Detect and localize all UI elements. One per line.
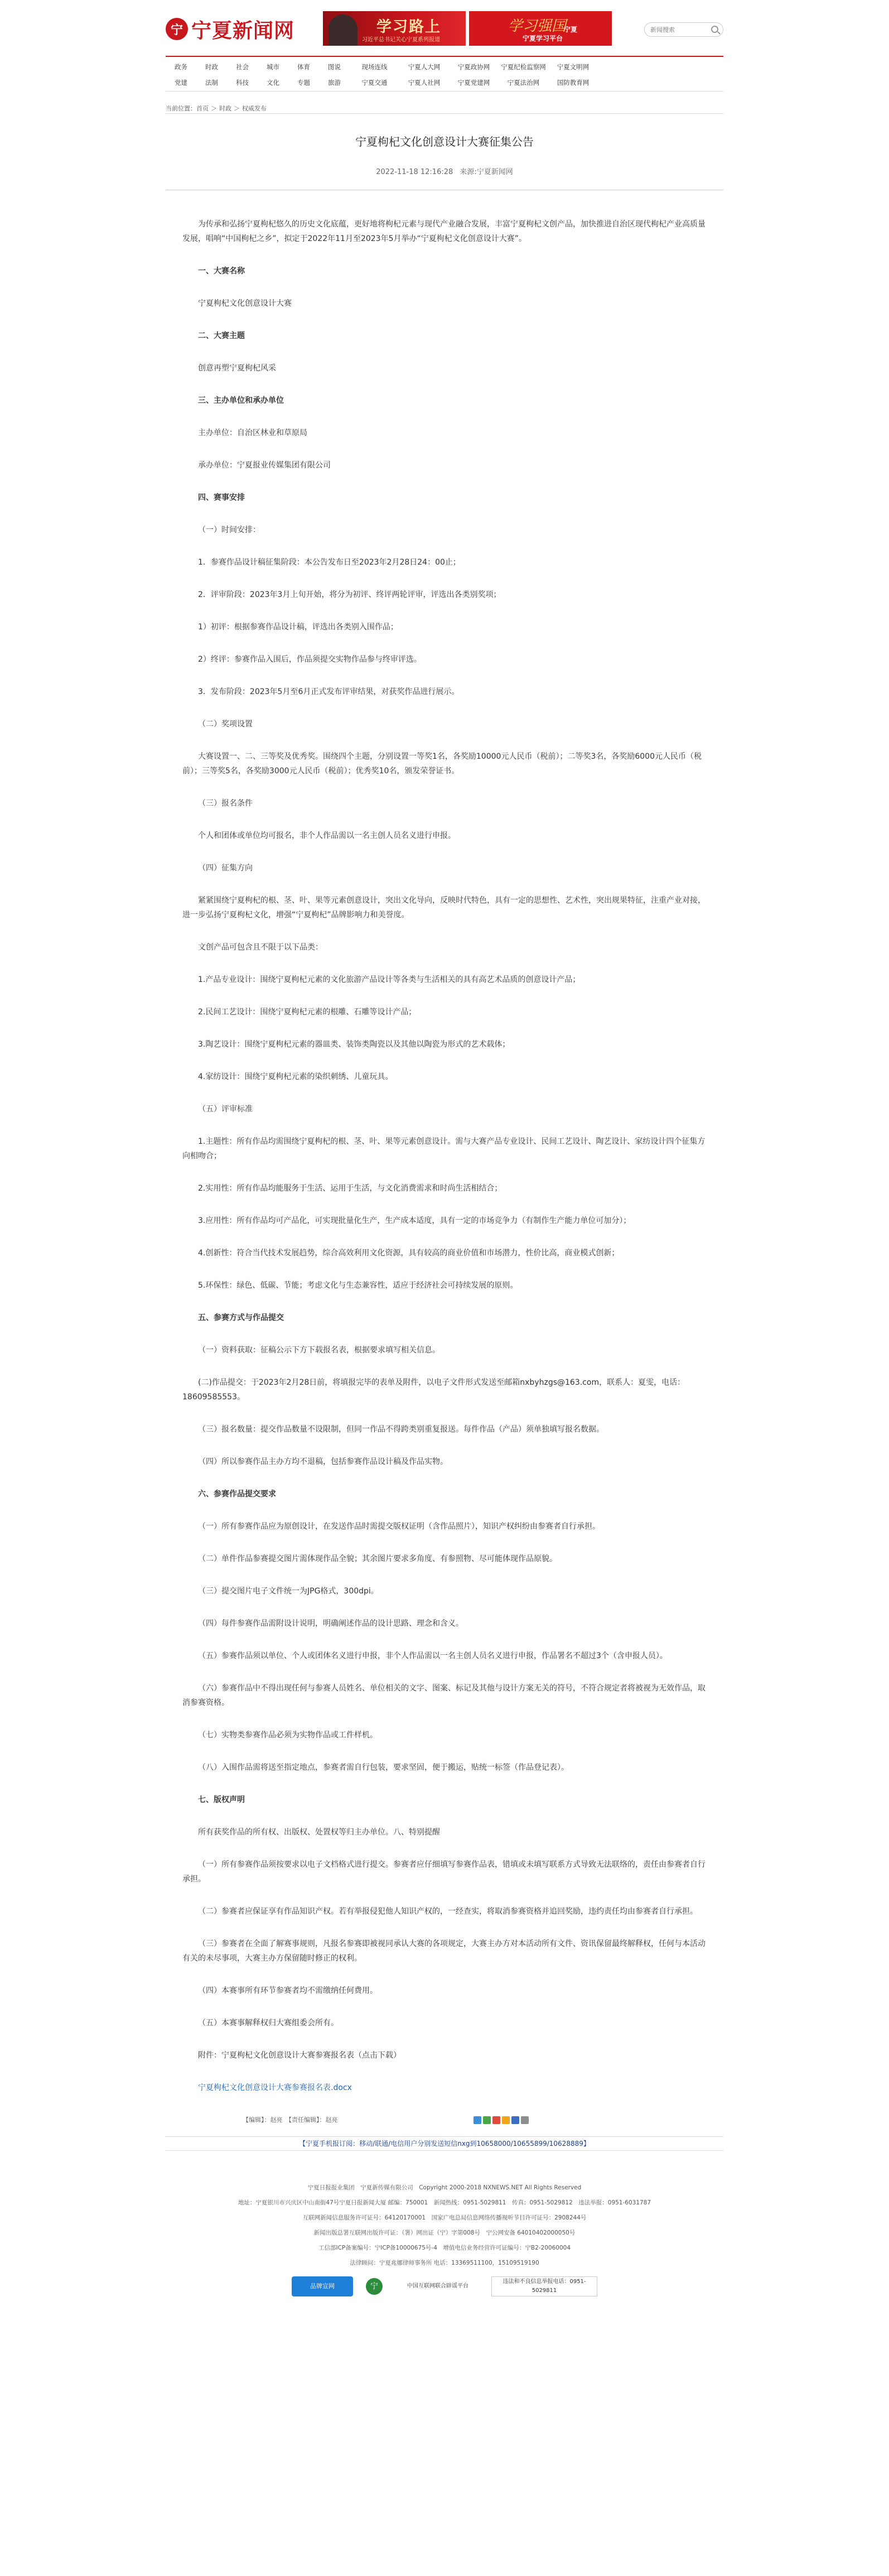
paragraph: （一）时间安排： <box>198 526 260 535</box>
paragraph: 3．发布阶段：2023年5月至6月正式发布评审结果，对获奖作品进行展示。 <box>198 687 460 696</box>
paragraph: 2.实用性：所有作品均能服务于生活、运用于生活，与文化消费需求和时尚生活相结合； <box>198 1184 503 1193</box>
section-heading: 五、参赛方式与作品提交 <box>198 1313 284 1322</box>
paragraph: 承办单位：宁夏报业传媒集团有限公司 <box>198 461 331 470</box>
nav-item[interactable]: 体育 <box>297 63 310 71</box>
nav-item[interactable]: 党建 <box>175 79 187 86</box>
nav-item[interactable]: 国防教育网 <box>557 79 590 86</box>
banner2-subtitle: 宁夏学习平台 <box>523 35 563 42</box>
paragraph: （二）参赛者应保证享有作品知识产权。若有举报侵犯他人知识产权的，一经查实，将取消参赛资格并追回奖励，违约责任均由参赛者自行承担。 <box>198 1907 698 1916</box>
breadcrumb-home[interactable]: 当前位置：首页 <box>166 104 209 112</box>
share-icon[interactable] <box>483 2116 491 2124</box>
paragraph: （二）奖项设置 <box>198 720 253 729</box>
share-icon[interactable] <box>474 2116 481 2124</box>
breadcrumb-separator: ＞ <box>234 104 240 112</box>
share-icon[interactable] <box>492 2116 500 2124</box>
nav-item[interactable]: 宁夏交通 <box>361 79 388 86</box>
share-icons <box>474 2116 530 2124</box>
paragraph: 1）初评：根据参赛作品设计稿，评选出各类别入围作品； <box>198 623 398 632</box>
breadcrumb-separator: ＞ <box>211 104 217 112</box>
nav-item[interactable]: 社会 <box>236 63 249 71</box>
site-logo[interactable] <box>166 13 294 45</box>
article-title: 宁夏枸杞文化创意设计大赛征集公告 <box>355 135 534 148</box>
breadcrumb-current[interactable]: 权威发布 <box>242 104 267 112</box>
nav-item[interactable]: 宁夏党建网 <box>457 79 490 86</box>
paragraph: 1.产品专业设计：围绕宁夏枸杞元素的文化旅游产品设计等各类与生活相关的具有高艺术品质的创意设计产品； <box>198 975 581 984</box>
section-heading: 四、赛事安排 <box>198 493 245 502</box>
paragraph: （六）参赛作品中不得出现任何与参赛人员姓名、单位相关的文字、图案、标记及其他与设计方案无关的符号，不符合规定者将被视为无效作品，取消参赛资格。 <box>182 1684 706 1707</box>
site-header <box>166 0 723 56</box>
banner1-subtitle: 习近平总书记关心宁夏系列报道 <box>362 37 440 43</box>
paragraph: 2.民间工艺设计：围绕宁夏枸杞元素的根雕、石雕等设计产品； <box>198 1008 417 1017</box>
breadcrumb <box>166 103 723 114</box>
paragraph: （三）报名条件 <box>198 799 253 808</box>
paragraph: 4.创新性：符合当代技术发展趋势，综合高效利用文化资源，具有较高的商业价值和市场潜力，性价比高，商业模式创新； <box>198 1249 620 1258</box>
footer-badges <box>166 2276 723 2296</box>
nav-item[interactable]: 现场连线 <box>361 63 388 71</box>
paragraph: （三）参赛者在全面了解赛事规则，凡报名参赛即被视同承认大赛的各项规定，大赛主办方对本活动所有文件、资讯保留最终解释权，任何与本活动有关的未尽事项，大赛主办方保留随时修正的权利。 <box>182 1939 706 1963</box>
badge-ning[interactable] <box>364 2276 384 2296</box>
nav-item[interactable]: 时政 <box>205 63 218 71</box>
nav-item[interactable]: 宁夏纪检监察网 <box>501 63 546 71</box>
paragraph: （八）入围作品需将送至指定地点，参赛者需自行包装，要求坚固，便于搬运，贴统一标签（作品登记表）。 <box>198 1763 569 1772</box>
paragraph: 紧紧围绕宁夏枸杞的根、茎、叶、果等元素创意设计，突出文化导向，反映时代特色，具有一定的思想性、艺术性，突出规果特征，注重产业对接，进一步弘扬宁夏枸杞文化，增强“宁夏枸杞”品牌影响力和美誉度。 <box>182 896 706 919</box>
nav-item[interactable]: 宁夏法治网 <box>507 79 540 86</box>
paragraph: （四）征集方向 <box>198 864 253 873</box>
nav-item[interactable]: 宁夏政协网 <box>457 63 490 71</box>
section-heading: 七、版权声明 <box>198 1795 245 1804</box>
nav-item[interactable]: 城市 <box>267 63 279 71</box>
main-nav <box>166 56 723 92</box>
paragraph: 创意再塑宁夏枸杞风采 <box>198 364 276 373</box>
nav-item[interactable]: 法制 <box>205 79 218 86</box>
paragraph: （五）本赛事解释权归大赛组委会所有。 <box>198 2019 339 2028</box>
section-heading: 二、大赛主题 <box>198 331 245 340</box>
article-meta <box>166 166 723 176</box>
paragraph: （四）每件参赛作品需附设计说明，明确阐述作品的设计思路、理念和含义。 <box>198 1619 463 1628</box>
paragraph: 文创产品可包含且不限于以下品类： <box>198 943 323 952</box>
paragraph: （一）资料获取：征稿公示下方下载报名表，根据要求填写相关信息。 <box>198 1346 440 1355</box>
paragraph: 3.应用性：所有作品均可产品化，可实现批量化生产，生产成本适度，具有一定的市场竞争力（有制作生产能力单位可加分）； <box>198 1216 631 1225</box>
banner2-title: 学习强国 <box>508 18 567 35</box>
badge-rumor-platform[interactable]: 中国互联网联合辟谣平台 <box>407 2283 468 2289</box>
paragraph: （一）所有参赛作品须按要求以电子文档格式进行提交。参赛者应仔细填写参赛作品表，错填或未填写联系方式导致无法联络的，责任由参赛者自行承担。 <box>182 1860 706 1884</box>
nav-row-2 <box>166 75 723 90</box>
paragraph: （三）报名数量：提交作品数量不设限制，但同一作品不得跨类别重复报送。每件作品（产品）须单独填写报名数据。 <box>198 1425 604 1434</box>
paragraph: 宁夏枸杞文化创意设计大赛 <box>198 299 292 308</box>
section-heading: 三、主办单位和承办单位 <box>198 396 284 405</box>
paragraph: （三）提交图片电子文件统一为JPG格式，300dpi。 <box>198 1587 379 1596</box>
nav-item[interactable]: 政务 <box>175 63 187 71</box>
paragraph: 附件：宁夏枸杞文化创意设计大赛参赛报名表（点击下载） <box>198 2051 401 2060</box>
nav-item[interactable]: 宁夏文明网 <box>557 63 590 71</box>
share-icon[interactable] <box>511 2116 519 2124</box>
nav-item[interactable]: 图说 <box>328 63 341 71</box>
banner1-title: 学习路上 <box>376 18 441 36</box>
paragraph: （二）单件作品参赛提交图片需体现作品全貌；其余图片要求多角度、有参照物、尽可能体现作品原貌。 <box>198 1554 557 1563</box>
paragraph: 4.家纺设计：围绕宁夏枸杞元素的染织刺绣、儿童玩具。 <box>198 1072 393 1081</box>
search-icon[interactable] <box>711 26 718 33</box>
logo-mark-icon: 宁 <box>166 18 188 40</box>
banner-xuexilushang[interactable] <box>323 11 466 46</box>
footer-legal: 法律顾问：宁夏兆娜律师事务所 电话：13369511100，15109519190 <box>350 2260 539 2266</box>
nav-item[interactable]: 科技 <box>236 79 249 86</box>
editor-text: 【编辑】：赵亮 【责任编辑】：赵亮 <box>243 2116 338 2124</box>
paragraph: 1．参赛作品设计稿征集阶段：本公告发布日至2023年2月28日24：00止； <box>198 558 461 567</box>
article-date: 2022-11-18 12:16:28 <box>376 168 453 176</box>
paragraph: （七）实物类参赛作品必须为实物作品或工件样机。 <box>198 1731 378 1740</box>
ning-badge-icon: 宁 <box>366 2278 383 2295</box>
paragraph: 1.主题性：所有作品均需围绕宁夏枸杞的根、茎、叶、果等元素创意设计。需与大赛产品专业设计、民间工艺设计、陶艺设计、家纺设计四个征集方向相吻合； <box>182 1137 706 1161</box>
badge-brand[interactable]: 品牌宣网 <box>292 2276 353 2296</box>
footer-license[interactable]: 互联网新闻信息服务许可证号：64120170001 国家广电总局信息网络传播视听节目许可证号：2908244号 <box>302 2214 587 2221</box>
paragraph: 主办单位：自治区林业和草原局 <box>198 428 307 437</box>
portrait-image <box>328 15 357 46</box>
article-source: 来源:宁夏新闻网 <box>460 168 513 176</box>
editor-info <box>166 2113 723 2126</box>
page <box>166 0 723 2296</box>
paragraph: 3.陶艺设计：围绕宁夏枸杞元素的器皿类、装饰类陶瓷以及其他以陶瓷为形式的艺术载体； <box>198 1040 510 1049</box>
paragraph: 大赛设置一、二、三等奖及优秀奖。围绕四个主题，分别设置一等奖1名，各奖励10000元人民币（税前）；二等奖3名，各奖励6000元人民币（税前）；三等奖5名，各奖励3000元人民币（税前）；优秀奖10名，颁发荣誉证书。 <box>182 752 702 776</box>
nav-item[interactable]: 文化 <box>267 79 279 86</box>
nav-item[interactable]: 旅游 <box>328 79 341 86</box>
paragraph: 2．评审阶段：2023年3月上旬开始，将分为初评、终评两轮评审，评选出各类别奖项； <box>198 590 501 599</box>
banner-xuexiqiangguo[interactable] <box>469 11 612 46</box>
paragraph: （五）评审标准 <box>198 1105 253 1114</box>
paragraph: （一）所有参赛作品应为原创设计，在发送作品时需提交版权证明（含作品照片），知识产权纠纷由参赛者自行承担。 <box>198 1522 600 1531</box>
paragraph: 所有获奖作品的所有权、出版权、处置权等归主办单位。八、特别提醒 <box>198 1828 440 1837</box>
section-heading: 六、参赛作品提交要求 <box>198 1490 276 1499</box>
footer-publish-license[interactable]: 新闻出版总署互联网出版许可证：（署）网出证（宁）字第008号 宁公网安备 64010402000050号 <box>313 2230 576 2236</box>
logo-text: 宁夏新闻网 <box>191 18 295 42</box>
paragraph: (二)作品提交：于2023年2月28日前，将填报完毕的表单及附件，以电子文件形式发送至邮箱nxbyhzgs@163.com，联系人：夏雯，电话：18609585553。 <box>182 1378 685 1402</box>
paragraph: 2）终评：参赛作品入围后，作品须提交实物作品参与终审评选。 <box>198 655 422 664</box>
footer-address: 地址：宁夏银川市兴庆区中山南街47号宁夏日报新闻大厦 邮编：750001 新闻热线：0951-5029811 传真：0951-5029812 违法举报：0951-6031787 <box>238 2199 651 2206</box>
paragraph: 为传承和弘扬宁夏枸杞悠久的历史文化底蕴，更好地将枸杞元素与现代产业融合发展，丰富宁夏枸杞文创产品，加快推进自治区现代枸杞产业高质量发展，唱响“中国枸杞之乡”，拟定于2022年11月至2023年5月举办“宁夏枸杞文化创意设计大赛”。 <box>182 220 706 243</box>
paragraph: 个人和团体或单位均可报名，非个人作品需以一名主创人员名义进行申报。 <box>198 831 456 840</box>
attachment-download-link[interactable]: 宁夏枸杞文化创意设计大赛参赛报名表.docx <box>198 2083 352 2092</box>
search-input[interactable] <box>645 23 706 36</box>
share-icon[interactable] <box>502 2116 510 2124</box>
footer-icp[interactable]: 工信部ICP备案编号：宁ICP备10000675号-4 增值电信业务经营许可证编号：宁B2-20060004 <box>318 2245 571 2251</box>
sms-subscribe-bar[interactable]: 【宁夏手机报订阅：移动/联通/电信用户分别发送短信nxg到10658000/10655899/10628889】 <box>166 2136 723 2151</box>
paragraph: （四）本赛事所有环节参赛者均不需缴纳任何费用。 <box>198 1986 378 1995</box>
banner2-sub2: 宁夏 <box>564 26 578 33</box>
article-body <box>166 217 723 2095</box>
site-footer <box>166 2183 723 2296</box>
footer-copyright: 宁夏日报报业集团 宁夏新传媒有限公司 Copyright 2000-2018 NXNEWS.NET All Rights Reserved <box>307 2184 582 2191</box>
paragraph: （四）所以参赛作品主办方均不退稿，包括参赛作品设计稿及作品实物。 <box>198 1457 448 1466</box>
share-icon[interactable] <box>521 2116 529 2124</box>
nav-item[interactable]: 专题 <box>297 79 310 86</box>
nav-item[interactable]: 宁夏人社网 <box>408 79 441 86</box>
paragraph: （五）参赛作品须以单位、个人或团体名义进行申报，非个人作品需以一名主创人员名义进行申报，作品署名不超过3个（含申报人员）。 <box>198 1651 668 1660</box>
search-box <box>644 22 723 37</box>
nav-row-1 <box>166 59 723 75</box>
badge-report-phone[interactable]: 违法和不良信息举报电话：0951-5029811 <box>491 2276 597 2296</box>
nav-item[interactable]: 宁夏人大网 <box>408 63 441 71</box>
breadcrumb-section[interactable]: 时政 <box>219 104 231 112</box>
section-heading: 一、大赛名称 <box>198 267 245 276</box>
paragraph: 5.环保性：绿色、低碳、节能；考虑文化与生态兼容性，适应于经济社会可持续发展的原则。 <box>198 1281 518 1290</box>
